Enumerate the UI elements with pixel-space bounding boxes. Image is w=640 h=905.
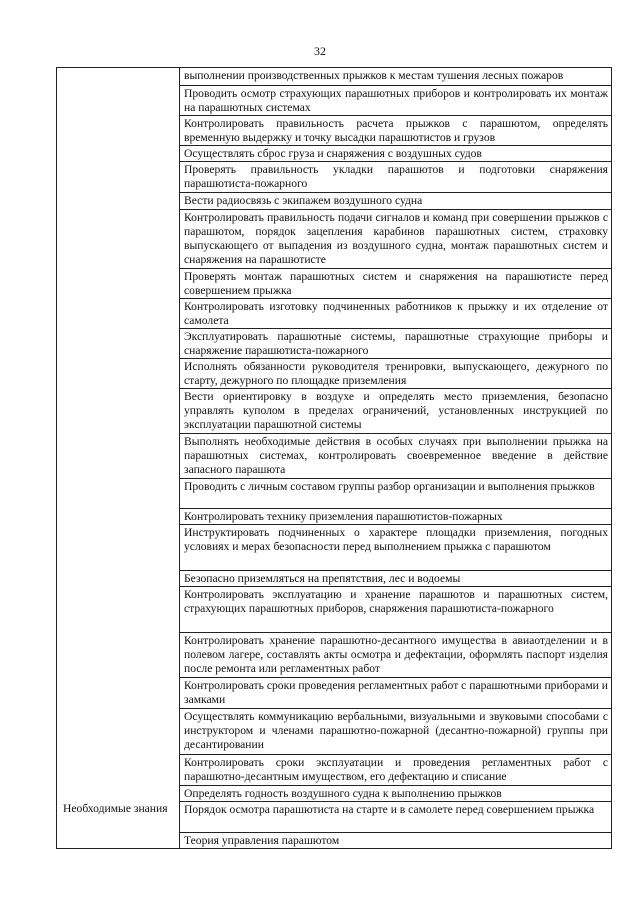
- skill-item: Инструктировать подчиненных о характере площадки приземления, погодных условиях и мерах безопасности перед выполнением прыжка с парашютом: [180, 525, 612, 571]
- requirements-table: [56, 67, 612, 849]
- skill-item: Выполнять необходимые действия в особых случаях при выполнении прыжка на парашютных системах, контролировать своевременное введение в действие запасного парашюта: [180, 434, 612, 479]
- skill-item: выполнении производственных прыжков к местам тушения лесных пожаров: [180, 68, 612, 86]
- skill-item: Вести ориентировку в воздухе и определять место приземления, безопасно управлять куполом в пределах ограничений, установленных инструкцией по эксплуатации парашютной системы: [180, 389, 612, 434]
- knowledge-label: Необходимые знания: [57, 802, 180, 849]
- knowledge-item: Теория управления парашютом: [180, 833, 612, 849]
- knowledge-item: Порядок осмотра парашютиста на старте и в самолете перед совершением прыжка: [180, 802, 612, 833]
- skill-item: Осуществлять коммуникацию вербальными, визуальными и звуковыми способами с инструктором и членами парашютно-пожарной (десантно-пожарной) группы при десантировании: [180, 709, 612, 755]
- skills-label-cell: [57, 68, 180, 802]
- table-row: [57, 802, 612, 833]
- skill-item: Безопасно приземляться на препятствия, лес и водоемы: [180, 571, 612, 587]
- skill-item: Контролировать правильность расчета прыжков с парашютом, определять временную выдержку и точку высадки парашютистов и грузов: [180, 116, 612, 146]
- skill-item: Эксплуатировать парашютные системы, парашютные страхующие приборы и снаряжение парашютиста-пожарного: [180, 329, 612, 359]
- skill-item: Осуществлять сброс груза и снаряжения с воздушных судов: [180, 146, 612, 162]
- skill-item: Проводить осмотр страхующих парашютных приборов и контролировать их монтаж на парашютных системах: [180, 86, 612, 116]
- skill-item: Контролировать изготовку подчиненных работников к прыжку и их отделение от самолета: [180, 299, 612, 329]
- skill-item: Контролировать эксплуатацию и хранение парашютов и парашютных систем, страхующих парашютных приборов, снаряжения парашютиста-пожарного: [180, 587, 612, 633]
- skill-item: Исполнять обязанности руководителя тренировки, выпускающего, дежурного по старту, дежурного по площадке приземления: [180, 359, 612, 389]
- skill-item: Проверять правильность укладки парашютов и подготовки снаряжения парашютиста-пожарного: [180, 162, 612, 193]
- skill-item: Контролировать сроки проведения регламентных работ с парашютными приборами и замками: [180, 678, 612, 709]
- skill-item: Определять годность воздушного судна к выполнению прыжков: [180, 786, 612, 802]
- skill-item: Контролировать сроки эксплуатации и проведения регламентных работ с парашютно-десантным имуществом, его дефектацию и списание: [180, 755, 612, 786]
- skill-item: Проверять монтаж парашютных систем и снаряжения на парашютисте перед совершением прыжка: [180, 269, 612, 299]
- table-row: [57, 68, 612, 86]
- skill-item: Контролировать технику приземления парашютистов-пожарных: [180, 509, 612, 525]
- page-number: 32: [314, 44, 326, 58]
- skill-item: Вести радиосвязь с экипажем воздушного судна: [180, 193, 612, 210]
- skill-item: Проводить с личным составом группы разбор организации и выполнения прыжков: [180, 479, 612, 509]
- skill-item: Контролировать правильность подачи сигналов и команд при совершении прыжков с парашютом, порядок зацепления карабинов парашютных систем, страховку выпускающего от выпадения из воздушного судна, монтаж парашютных систем и снаряжения на парашютисте: [180, 210, 612, 269]
- skill-item: Контролировать хранение парашютно-десантного имущества в авиаотделении и в полевом лагере, составлять акты осмотра и дефектации, оформлять паспорт изделия после ремонта или регламентных работ: [180, 633, 612, 678]
